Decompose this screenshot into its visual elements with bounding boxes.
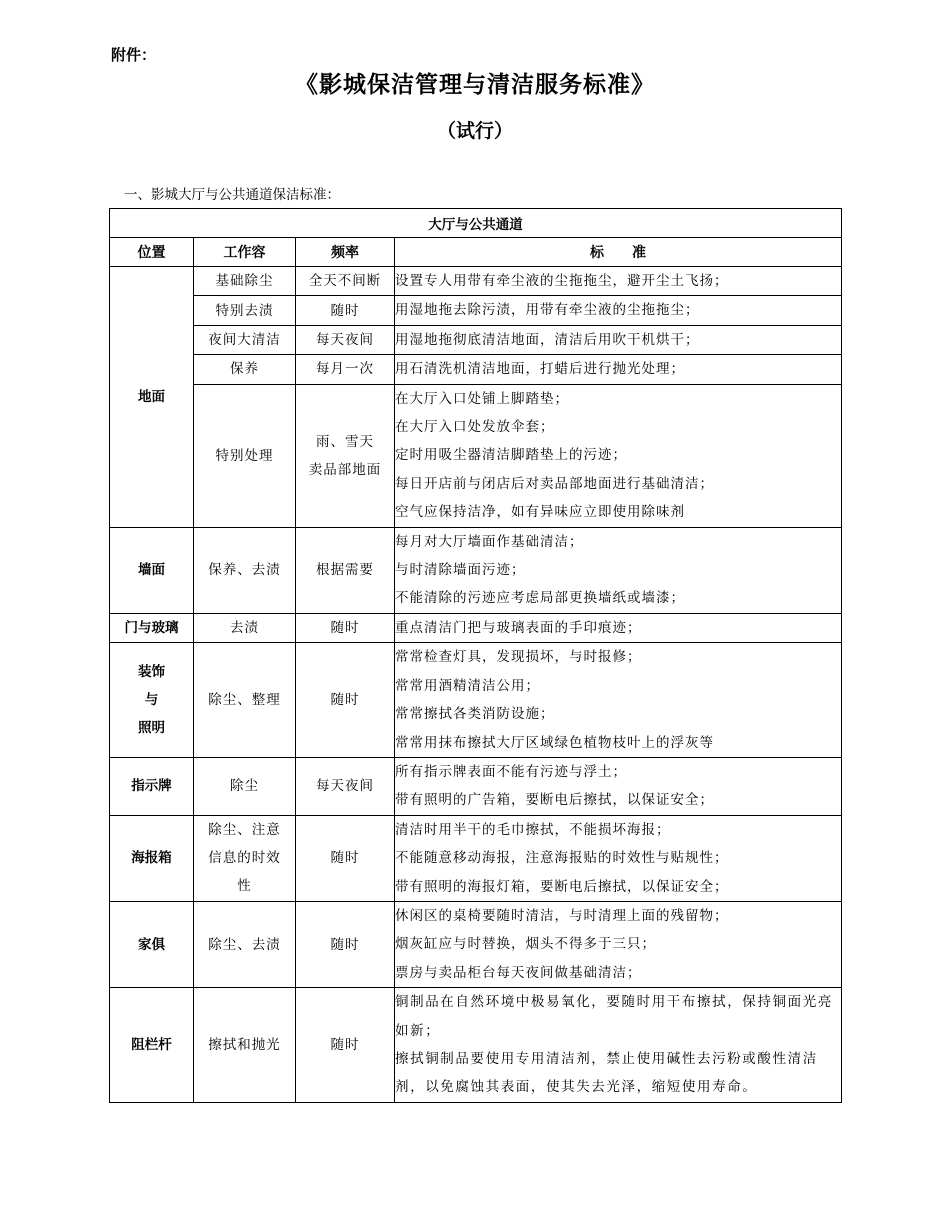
task-cell: 去渍 <box>194 613 296 642</box>
standard-line: 票房与卖品柜台每天夜间做基础清洁； <box>395 964 642 981</box>
frequency-cell: 每天夜间 <box>296 757 395 815</box>
standard-cell <box>395 757 842 815</box>
task-cell <box>194 815 296 901</box>
standard-line: 不能清除的污迹应考虑局部更换墙纸或墙漆； <box>395 590 685 607</box>
standard-line: 铜制品在自然环境中极易氧化，要随时用干布擦拭，保持铜面光亮如新； <box>395 994 833 1039</box>
standard-cell: 设置专人用带有牵尘液的尘拖拖尘，避开尘土飞扬； <box>395 267 842 296</box>
standard-line: 与时清除墙面污迹； <box>395 562 526 579</box>
table-row <box>110 355 842 384</box>
cleaning-standards-table <box>109 208 842 1103</box>
document-title: 《影城保洁管理与清洁服务标准》 <box>295 71 655 98</box>
standard-cell <box>395 643 842 758</box>
position-line: 照明 <box>138 720 165 737</box>
task-cell: 保养 <box>194 355 296 384</box>
table-row <box>110 757 842 815</box>
position-decoration-lighting <box>110 643 194 758</box>
standard-cell: 用湿地拖彻底清洁地面，清洁后用吹干机烘干； <box>395 325 842 354</box>
table-caption: 大厅与公共通道 <box>110 209 842 238</box>
position-wall: 墙面 <box>110 527 194 613</box>
document-subtitle: （试行） <box>436 120 513 142</box>
table-row <box>110 325 842 354</box>
frequency-cell: 随时 <box>296 643 395 758</box>
table-row <box>110 815 842 901</box>
table-caption-row <box>110 209 842 238</box>
frequency-cell: 随时 <box>296 901 395 987</box>
task-cell: 特别处理 <box>194 384 296 527</box>
task-cell: 擦拭和抛光 <box>194 988 296 1103</box>
position-poster-box: 海报箱 <box>110 815 194 901</box>
header-standard: 标 准 <box>395 238 842 267</box>
task-cell: 除尘、去渍 <box>194 901 296 987</box>
standard-line: 休闲区的桌椅要随时清洁，与时清理上面的残留物； <box>395 907 729 924</box>
table-header-row <box>110 238 842 267</box>
standard-line: 定时用吸尘器清洁脚踏垫上的污迹； <box>395 447 627 464</box>
standard-cell: 用石清洗机清洁地面，打蜡后进行抛光处理； <box>395 355 842 384</box>
standard-line: 烟灰缸应与时替换，烟头不得多于三只； <box>395 936 656 953</box>
standard-cell <box>395 527 842 613</box>
frequency-cell: 全天不间断 <box>296 267 395 296</box>
frequency-cell: 每月一次 <box>296 355 395 384</box>
standard-line: 每日开店前与闭店后对卖品部地面进行基础清洁； <box>395 475 714 492</box>
standard-cell: 重点清洁门把与玻璃表面的手印痕迹； <box>395 613 842 642</box>
standard-line: 每月对大厅墙面作基础清洁； <box>395 533 584 550</box>
frequency-cell: 随时 <box>296 613 395 642</box>
standard-line: 常常擦拭各类消防设施； <box>395 706 555 723</box>
frequency-cell: 随时 <box>296 988 395 1103</box>
table-row <box>110 988 842 1103</box>
table-row <box>110 643 842 758</box>
frequency-cell: 根据需要 <box>296 527 395 613</box>
frequency-cell <box>296 384 395 527</box>
header-frequency: 频率 <box>296 238 395 267</box>
position-railing: 阻栏杆 <box>110 988 194 1103</box>
task-cell: 除尘、整理 <box>194 643 296 758</box>
position-sign: 指示牌 <box>110 757 194 815</box>
standard-cell: 用湿地拖去除污渍，用带有牵尘液的尘拖拖尘； <box>395 296 842 325</box>
standard-cell <box>395 815 842 901</box>
task-cell: 除尘 <box>194 757 296 815</box>
table-row <box>110 267 842 296</box>
standard-cell <box>395 384 842 527</box>
frequency-cell: 随时 <box>296 296 395 325</box>
table-row <box>110 613 842 642</box>
frequency-line: 雨、雪天 <box>316 433 374 450</box>
standard-cell <box>395 901 842 987</box>
standard-line: 擦拭铜制品要使用专用清洁剂，禁止使用碱性去污粉或酸性清洁剂，以免腐蚀其表面，使其失去光泽，缩短使用寿命。 <box>395 1050 818 1096</box>
position-line: 与 <box>144 692 159 709</box>
frequency-line: 卖品部地面 <box>308 461 382 478</box>
task-cell: 基础除尘 <box>194 267 296 296</box>
task-cell: 保养、去渍 <box>194 527 296 613</box>
section-heading: 一、影城大厅与公共通道保洁标准： <box>124 187 340 203</box>
table-row <box>110 384 842 527</box>
standard-line: 常常检查灯具，发现损坏，与时报修； <box>395 649 642 666</box>
standard-line: 空气应保持洁净，如有异味应立即使用除味剂 <box>395 504 685 521</box>
task-line: 性 <box>237 878 252 895</box>
position-door-glass: 门与玻璃 <box>110 613 194 642</box>
attachment-label: 附件： <box>111 46 157 64</box>
standard-line: 常常用抹布擦拭大厅区域绿色植物枝叶上的浮灰等 <box>395 734 714 751</box>
standard-line: 不能随意移动海报，注意海报贴的时效性与贴规性； <box>395 850 729 867</box>
task-cell: 特别去渍 <box>194 296 296 325</box>
position-floor: 地面 <box>110 267 194 528</box>
standard-line: 带有照明的海报灯箱，要断电后擦拭，以保证安全； <box>395 878 729 895</box>
header-task: 工作容 <box>194 238 296 267</box>
position-line: 装饰 <box>138 664 165 681</box>
frequency-cell: 随时 <box>296 815 395 901</box>
task-line: 除尘、注意 <box>208 822 281 839</box>
table-row <box>110 296 842 325</box>
table-row <box>110 901 842 987</box>
standard-line: 所有指示牌表面不能有污迹与浮土； <box>395 763 627 780</box>
standard-line: 常常用酒精清洁公用； <box>395 677 540 694</box>
standard-line: 清洁时用半干的毛巾擦拭，不能损坏海报； <box>395 821 671 838</box>
frequency-cell: 每天夜间 <box>296 325 395 354</box>
standard-line: 在大厅入口处发放伞套； <box>395 419 555 436</box>
standard-line: 在大厅入口处铺上脚踏垫； <box>395 390 569 407</box>
header-position: 位置 <box>110 238 194 267</box>
task-cell: 夜间大清洁 <box>194 325 296 354</box>
position-furniture: 家俱 <box>110 901 194 987</box>
standard-line: 带有照明的广告箱，要断电后擦拭，以保证安全； <box>395 792 714 809</box>
task-line: 信息的时效 <box>208 850 281 867</box>
standard-cell <box>395 988 842 1103</box>
table-row <box>110 527 842 613</box>
